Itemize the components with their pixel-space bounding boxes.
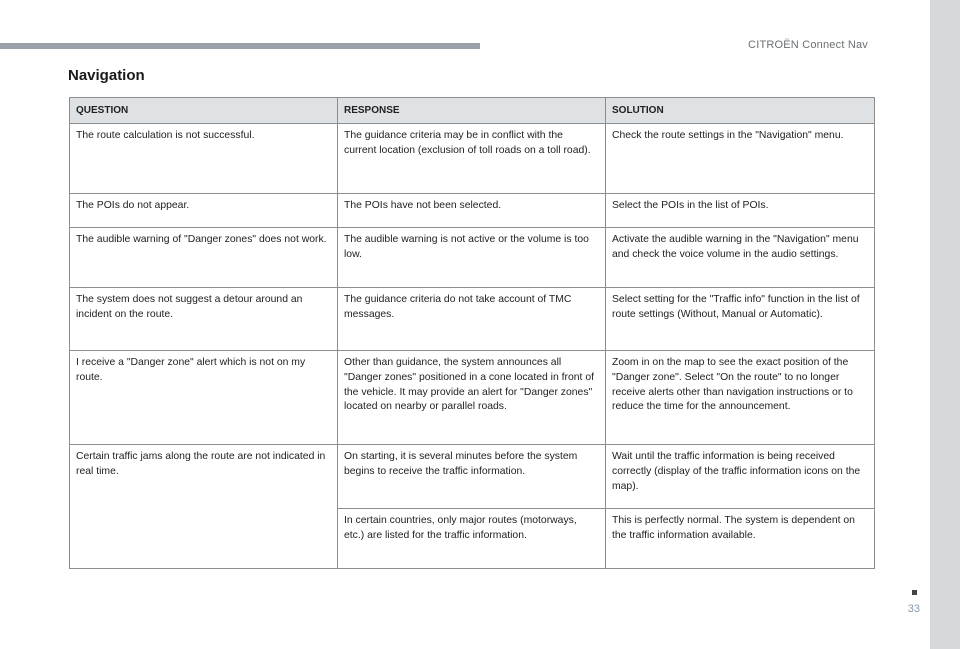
page-marker-square (912, 590, 917, 595)
header-rule (0, 43, 480, 49)
question-cell: The audible warning of "Danger zones" does not work. (70, 228, 338, 288)
response-cell: Other than guidance, the system announces all "Danger zones" positioned in a cone located in front of the vehicle. It may provide an alert for "Danger zones" located on nearby or parallel roads. (338, 351, 606, 445)
question-cell: The route calculation is not successful. (70, 124, 338, 194)
solution-cell: Wait until the traffic information is being received correctly (display of the traffic information icons on the map). (606, 445, 875, 509)
table-row (70, 228, 875, 288)
response-cell: The guidance criteria may be in conflict with the current location (exclusion of toll roads on a toll road). (338, 124, 606, 194)
table-row (70, 351, 875, 445)
faq-table (69, 97, 875, 569)
column-header-solution: SOLUTION (606, 98, 875, 124)
response-cell: The POIs have not been selected. (338, 194, 606, 228)
response-cell: On starting, it is several minutes before the system begins to receive the traffic information. (338, 445, 606, 509)
column-header-response: RESPONSE (338, 98, 606, 124)
header-brand: CITROËN Connect Nav (748, 39, 868, 51)
table-header-row (70, 98, 875, 124)
table-row (70, 124, 875, 194)
table-row (70, 445, 875, 509)
section-title: Navigation (68, 67, 145, 84)
question-cell: Certain traffic jams along the route are not indicated in real time. (70, 445, 338, 569)
solution-cell: Check the route settings in the "Navigation" menu. (606, 124, 875, 194)
page-number: 33 (907, 603, 920, 615)
solution-cell: Zoom in on the map to see the exact position of the "Danger zone". Select "On the route" to no longer receive alerts other than navigation instructions or to reduce the time for the announcement. (606, 351, 875, 445)
question-cell: I receive a "Danger zone" alert which is not on my route. (70, 351, 338, 445)
table-row (70, 288, 875, 351)
page-edge-strip (930, 0, 960, 649)
response-cell: The guidance criteria do not take account of TMC messages. (338, 288, 606, 351)
table-row (70, 194, 875, 228)
solution-cell: Select setting for the "Traffic info" function in the list of route settings (Without, Manual or Automatic). (606, 288, 875, 351)
response-cell: In certain countries, only major routes (motorways, etc.) are listed for the traffic information. (338, 509, 606, 569)
question-cell: The system does not suggest a detour around an incident on the route. (70, 288, 338, 351)
response-cell: The audible warning is not active or the volume is too low. (338, 228, 606, 288)
solution-cell: Activate the audible warning in the "Navigation" menu and check the voice volume in the audio settings. (606, 228, 875, 288)
solution-cell: This is perfectly normal. The system is dependent on the traffic information available. (606, 509, 875, 569)
solution-cell: Select the POIs in the list of POIs. (606, 194, 875, 228)
column-header-question: QUESTION (70, 98, 338, 124)
question-cell: The POIs do not appear. (70, 194, 338, 228)
